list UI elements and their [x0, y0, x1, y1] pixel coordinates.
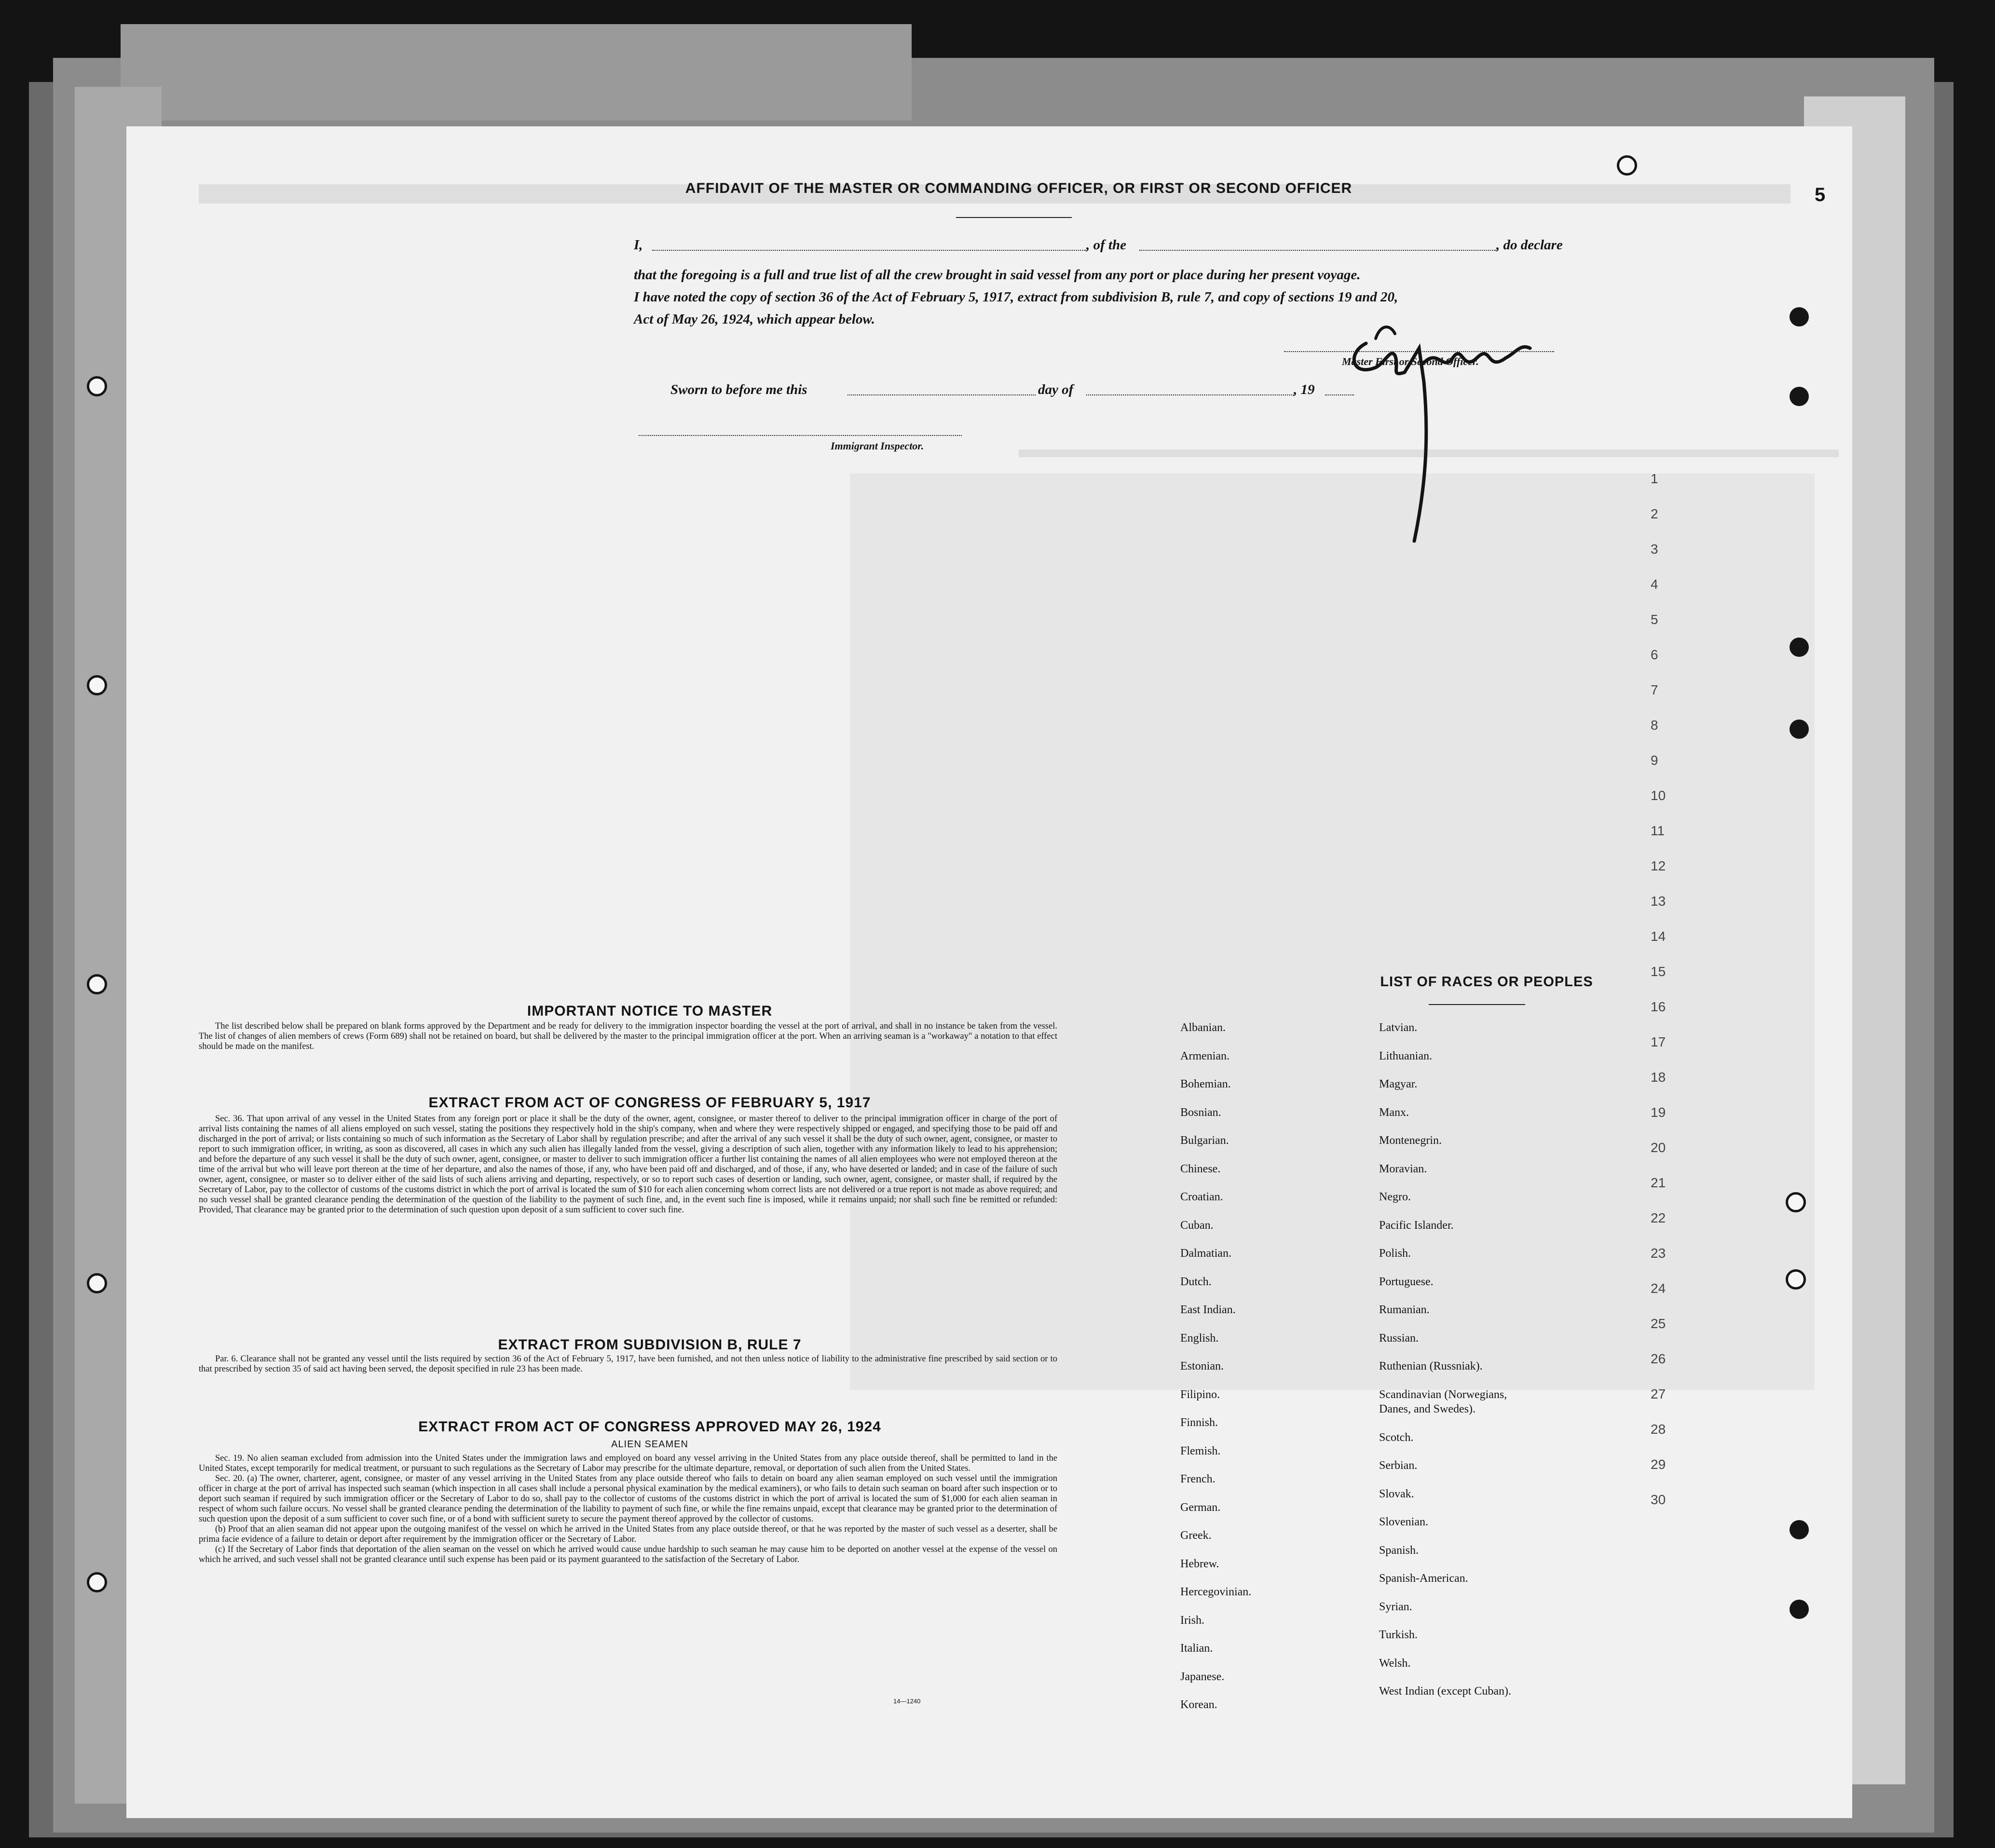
rule-7-paragraph: Par. 6. Clearance shall not be granted any vessel until the lists required by section 36 of the Act of February 5, 1917, have been furnished, and not then unless notice of liability to the administrative fine prescribed by said section or to that prescribed by section 35 of said act having been served, the deposit specified in rule 23 has been made. [199, 1354, 1057, 1374]
binder-hole [1790, 1520, 1809, 1539]
race-item: Ruthenian (Russniak). [1379, 1360, 1483, 1372]
race-item: Albanian. [1180, 1021, 1226, 1034]
race-item: English. [1180, 1332, 1219, 1345]
row-number: 23 [1651, 1246, 1666, 1261]
race-item: Moravian. [1379, 1162, 1427, 1175]
race-item: Chinese. [1180, 1162, 1221, 1175]
act-1917-paragraph: Sec. 36. That upon arrival of any vessel in the United States from any foreign port or place it shall be the duty of the owner, agent, consignee, or master thereof to deliver to the principal immigration officer in charge of the port of arrival lists containing the names of all aliens employed on such vessel, stating the positions they respectively hold in the ship's company, when and where they were respectively shipped or engaged, and specifying those to be paid off and discharged in the port of arrival; or lists containing so much of such information as the Secretary of Labor shall by regulation prescribe; and after the arrival of any such vessel it shall be the duty of such owner, agent, consignee, or master to report to such immigration officer, in writing, as soon as discovered, all cases in which any such alien has illegally landed from the vessel, giving a description of such alien, together with any information likely to lead to his apprehension; and before the departure of any such vessel it shall be the duty of such owner, agent, consignee, or master to deliver to such immigration officer a further list containing the names of all alien employees who were not employed thereon at the time of the arrival but who will leave port thereon at the time of her departure, and also the names of those, if any, who have been paid off and discharged, and of those, if any, who have deserted or landed; and in case of the failure of such owner, agent, consignee, or master so to deliver either of the said lists of such aliens arriving and departing, respectively, or so to report such cases of desertion or landing, such owner, agent, consignee, or master shall, if required by the Secretary of Labor, pay to the collector of customs of the customs district in which the port of arrival is located the sum of $10 for each alien concerning whom correct lists are not delivered or a true report is not made as above required; and no such vessel shall be granted clearance pending the determination of the question of the liability to the payment of such fine, and, in the event such fine is imposed, while it remains unpaid; nor shall such fine be remitted or refunded: Provided, That clearance may be granted prior to the determination of such question upon deposit of a sum sufficient to cover such fine. [199, 1114, 1057, 1215]
binder-hole [1790, 387, 1809, 406]
race-item: Cuban. [1180, 1219, 1214, 1232]
row-number: 7 [1651, 682, 1658, 697]
row-number: 2 [1651, 506, 1658, 521]
row-number: 15 [1651, 964, 1666, 979]
sworn-year-field[interactable] [1325, 394, 1354, 395]
act-1924-heading: EXTRACT FROM ACT OF CONGRESS APPROVED MAY 26, 1924 [418, 1419, 881, 1435]
race-item: Manx. [1379, 1106, 1409, 1119]
race-item: Spanish. [1379, 1544, 1419, 1557]
race-item: Filipino. [1180, 1388, 1220, 1401]
race-item: Hebrew. [1180, 1557, 1219, 1570]
races-list-right [1379, 1014, 1511, 1706]
race-item: Serbian. [1379, 1459, 1418, 1472]
row-number: 6 [1651, 647, 1658, 662]
signature-caption: Master First or Second Officer. [1342, 355, 1479, 367]
divider [956, 217, 1072, 218]
binder-hole [87, 1273, 107, 1293]
race-item: Japanese. [1180, 1670, 1225, 1683]
row-number: 5 [1651, 612, 1658, 627]
binder-hole [87, 974, 107, 994]
race-item: German. [1180, 1501, 1221, 1514]
race-item: French. [1180, 1473, 1216, 1485]
divider [1429, 1004, 1525, 1005]
act-1924-paragraph: Sec. 19. No alien seaman excluded from admission into the United States under the immigration laws and employed on board any vessel arriving in the United States from any place outside thereof, shall be permitted to land in the United States, except temporarily for medical treatment, or pursuant to such regulations as the Secretary of Labor may prescribe for the ultimate departure, removal, or deportation of such alien from the United States. [199, 1454, 1057, 1473]
of-the-label: , of the [1086, 237, 1126, 253]
race-item: Slovak. [1379, 1487, 1414, 1500]
race-item: Montenegrin. [1379, 1134, 1442, 1147]
row-number: 22 [1651, 1210, 1666, 1225]
row-number: 10 [1651, 788, 1666, 803]
race-item: West Indian (except Cuban). [1379, 1685, 1511, 1698]
race-item: Negro. [1379, 1191, 1411, 1203]
row-number: 1 [1651, 471, 1658, 486]
race-item: Slovenian. [1379, 1516, 1428, 1528]
races-heading: LIST OF RACES OR PEOPLES [1380, 974, 1593, 990]
row-number: 4 [1651, 577, 1658, 592]
race-item: Korean. [1180, 1699, 1217, 1711]
act-1924-paragraph: (c) If the Secretary of Labor finds that deportation of the alien seaman on the vessel on which he arrived would cause undue hardship to such seaman he may cause him to be deported on another vessel at the expense of the vessel on which he arrived, and such vessel shall not be granted clearance until such expense has been paid or its payment guaranteed to the satisfaction of the Secretary of Labor. [199, 1545, 1057, 1564]
act-1924-text [199, 1454, 1057, 1565]
race-item: Rumanian. [1379, 1304, 1430, 1316]
binder-hole [1786, 1269, 1806, 1290]
page-number: 5 [1815, 184, 1826, 205]
day-of-label: day of [1038, 382, 1074, 397]
row-number: 24 [1651, 1281, 1666, 1296]
race-item: Pacific Islander. [1379, 1219, 1454, 1232]
binder-hole [87, 376, 107, 396]
race-item: Scandinavian (Norwegians, [1379, 1388, 1507, 1401]
race-item: Armenian. [1180, 1049, 1230, 1062]
row-number: 25 [1651, 1316, 1666, 1331]
race-item: Italian. [1180, 1642, 1213, 1655]
binder-hole [1617, 155, 1637, 176]
do-declare-label: , do declare [1496, 237, 1563, 253]
race-item: Hercegovinian. [1180, 1586, 1252, 1598]
race-item: Turkish. [1379, 1629, 1418, 1641]
race-item: Croatian. [1180, 1191, 1223, 1203]
row-number: 29 [1651, 1457, 1666, 1472]
rule-7-heading: EXTRACT FROM SUBDIVISION B, RULE 7 [498, 1337, 802, 1353]
race-item: Polish. [1379, 1247, 1411, 1260]
inspector-signature-line [639, 435, 962, 436]
affidavit-line: Act of May 26, 1924, which appear below. [634, 312, 875, 327]
race-item: Flemish. [1180, 1444, 1221, 1457]
binder-hole [87, 675, 107, 695]
race-item: Russian. [1379, 1332, 1419, 1345]
sworn-label: Sworn to before me this [670, 382, 807, 397]
affidavit-heading: AFFIDAVIT OF THE MASTER OR COMMANDING OFFICER, OR FIRST OR SECOND OFFICER [685, 180, 1353, 196]
act-1917-text [199, 1114, 1057, 1215]
act-1924-paragraph: (b) Proof that an alien seaman did not appear upon the outgoing manifest of the vessel on which he arrived in the United States from any place outside thereof, or that he was reported by the master of such vessel as a deserter, shall be prima facie evidence of a failure to detain or deport after requirement by the immigration officer or the Secretary of Labor. [199, 1524, 1057, 1544]
binder-hole [1790, 638, 1809, 657]
row-number: 9 [1651, 753, 1658, 768]
i-label: I, [634, 237, 643, 253]
race-item: Greek. [1180, 1529, 1212, 1542]
officer-signature [1347, 310, 1549, 551]
act-1924-paragraph: Sec. 20. (a) The owner, charterer, agent, consignee, or master of any vessel arriving in the United States from any place outside thereof who fails to detain on board any alien seaman employed on such vessel until the immigration officer in charge at the port of arrival has inspected such seaman (which inspection in all cases shall include a personal physical examination by the medical examiners), or who fails to detain such seaman on board after such inspection or to deport such seaman if required by such immigration officer or the Secretary of Labor to do so, shall pay to the collector of customs of the customs district in which the port of arrival is located the sum of $1,000 for each alien seaman in respect of whom such failure occurs. No vessel shall be granted clearance pending the determination of the liability to payment of such fine, or while the fine remains unpaid, except that clearance may be granted prior to the determination of such question upon the deposit of a sum sufficient to cover such fine, or of a bond with sufficient surety to secure the payment thereof approved by the collector of customs. [199, 1474, 1057, 1524]
race-item: Bulgarian. [1180, 1134, 1229, 1147]
row-number: 21 [1651, 1175, 1666, 1190]
race-item: Irish. [1180, 1614, 1204, 1627]
row-number: 20 [1651, 1140, 1666, 1155]
races-list-left [1180, 1014, 1251, 1719]
notice-heading: IMPORTANT NOTICE TO MASTER [527, 1003, 773, 1019]
manifest-page [126, 126, 1852, 1818]
form-number: 14—1240 [893, 1698, 921, 1705]
affidavit-line: I have noted the copy of section 36 of the Act of February 5, 1917, extract from subdivision B, rule 7, and copy of sections 19 and 20, [634, 289, 1398, 305]
binder-hole [1790, 720, 1809, 739]
race-item: Syrian. [1379, 1600, 1412, 1613]
sworn-month-field[interactable] [1086, 394, 1294, 395]
row-number: 17 [1651, 1034, 1666, 1049]
race-item: Magyar. [1379, 1078, 1418, 1090]
race-item: Bohemian. [1180, 1078, 1231, 1090]
race-item: Spanish-American. [1379, 1572, 1468, 1585]
race-item: Lithuanian. [1379, 1049, 1432, 1062]
master-name-field[interactable] [652, 250, 1086, 251]
row-number: 14 [1651, 929, 1666, 944]
row-number: 27 [1651, 1386, 1666, 1401]
row-number: 28 [1651, 1422, 1666, 1437]
year-label: , 19 [1294, 382, 1315, 397]
race-item: Danes, and Swedes). [1379, 1403, 1476, 1415]
rule-7-text [199, 1354, 1057, 1374]
binder-hole [1790, 1600, 1809, 1619]
row-number: 19 [1651, 1105, 1666, 1120]
sworn-day-field[interactable] [847, 394, 1036, 395]
bleed-through-table [850, 474, 1815, 1390]
row-number: 12 [1651, 858, 1666, 873]
notice-text [199, 1021, 1057, 1052]
race-item: Dutch. [1180, 1275, 1212, 1288]
row-number: 30 [1651, 1492, 1666, 1507]
row-number: 26 [1651, 1351, 1666, 1366]
row-number: 18 [1651, 1070, 1666, 1085]
race-item: East Indian. [1180, 1304, 1236, 1316]
row-number: 11 [1651, 823, 1665, 838]
race-item: Latvian. [1379, 1021, 1418, 1034]
act-1924-subheading: ALIEN SEAMEN [611, 1439, 688, 1450]
background-sheet-top [121, 24, 912, 121]
row-number: 8 [1651, 718, 1658, 733]
inspector-caption: Immigrant Inspector. [831, 440, 924, 452]
binder-hole [1790, 307, 1809, 326]
row-number: 13 [1651, 894, 1666, 909]
race-item: Portuguese. [1379, 1275, 1434, 1288]
race-item: Welsh. [1379, 1657, 1411, 1670]
row-number: 16 [1651, 999, 1666, 1014]
vessel-name-field[interactable] [1139, 250, 1496, 251]
row-number: 3 [1651, 542, 1658, 557]
race-item: Scotch. [1379, 1431, 1414, 1444]
binder-hole [87, 1572, 107, 1592]
binder-hole [1786, 1192, 1806, 1212]
notice-paragraph: The list described below shall be prepared on blank forms approved by the Department and be ready for delivery to the immigration inspector boarding the vessel at the port of arrival, and shall in no instance be taken from the vessel. The list of changes of alien members of crews (Form 689) shall not be retained on board, but shall be delivered by the master to the principal immigration officer at the port. When an arriving seaman is a "workaway" a notation to that effect should be made on the manifest. [199, 1021, 1057, 1051]
affidavit-line: that the foregoing is a full and true list of all the crew brought in said vessel from any port or place during her present voyage. [634, 267, 1361, 283]
act-1917-heading: EXTRACT FROM ACT OF CONGRESS OF FEBRUARY 5, 1917 [428, 1095, 871, 1111]
signature-line [1284, 351, 1554, 352]
race-item: Estonian. [1180, 1360, 1224, 1372]
race-item: Dalmatian. [1180, 1247, 1231, 1260]
race-item: Finnish. [1180, 1416, 1218, 1429]
race-item: Bosnian. [1180, 1106, 1221, 1119]
